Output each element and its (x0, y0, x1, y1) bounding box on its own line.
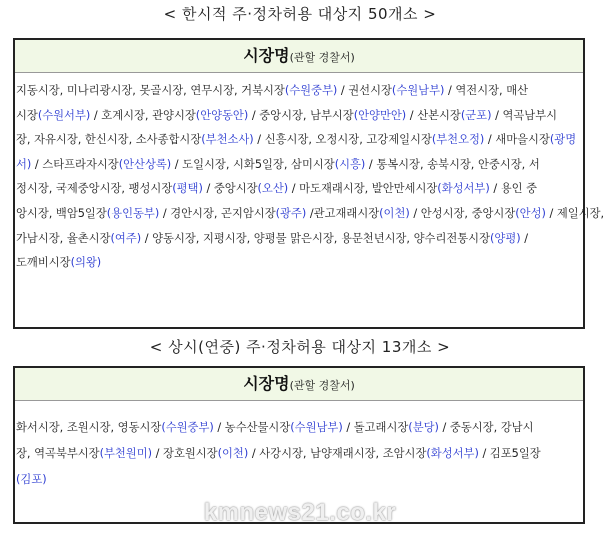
police-station-label: (부천오정) (431, 133, 485, 147)
market-names-text: /관고재래시장 (306, 206, 380, 220)
market-names-text: 장, 역곡북부시장 (16, 447, 100, 460)
police-station-label: (용인동부) (106, 206, 160, 220)
police-station-label: (김포) (16, 473, 47, 486)
market-names-text: / 통복시장, 송북시장, 안중시장, 서 (365, 157, 540, 171)
market-names-text: / 역곡남부시 (491, 108, 558, 122)
police-station-label: (부천소사) (201, 133, 254, 147)
market-names-text: / 농수산물시장 (213, 421, 291, 434)
market-names-text: / 중앙시장 (202, 182, 258, 196)
section1-title: < 한시적 주·정차허용 대상지 50개소 > (163, 5, 437, 23)
market-names-text: / 신흥시장, 오정시장, 고강제일시장 (253, 133, 432, 147)
market-names-text: / 중동시장, 강남시 (438, 421, 534, 434)
section1-market-list (15, 73, 604, 276)
market-list-line (16, 104, 583, 129)
police-station-label: (수원남부) (290, 421, 343, 434)
market-names-text: / 경안시장, 곤지암시장 (159, 206, 276, 220)
market-names-text: / 스타프라자시장 (31, 157, 119, 171)
market-list-line (16, 441, 583, 467)
police-station-label: (화성서부) (437, 182, 490, 196)
market-list-line (16, 153, 583, 178)
police-station-label: (오산) (257, 182, 289, 196)
market-names-text: 시장 (16, 108, 38, 122)
market-names-text: / 중앙시장, 남부시장 (248, 108, 354, 122)
market-names-text: / 용인 중 (489, 182, 538, 196)
market-names-text: 가남시장, 율촌시장 (16, 231, 111, 245)
market-names-text: / 김포5일장 (478, 447, 541, 460)
market-names-text: / 안성시장, 중앙시장 (409, 206, 516, 220)
site-watermark: kmnews21.co.kr (203, 499, 397, 526)
market-list-line (16, 227, 583, 252)
police-station-label: (광명 (549, 133, 577, 147)
police-station-label: (양평) (490, 231, 521, 245)
market-list-line (16, 79, 583, 104)
market-names-text: / 사강시장, 남양재래시장, 조암시장 (248, 447, 427, 460)
police-station-label: (군포) (460, 108, 492, 122)
police-station-label: (평택) (172, 182, 203, 196)
market-names-text: / 산본시장 (406, 108, 461, 122)
market-names-text: / 도일시장, 시화5일장, 삼미시장 (171, 157, 335, 171)
market-names-text: 지동시장, 미나리광시장, 못골시장, 연무시장, 거북시장 (16, 84, 285, 97)
market-names-text: 장, 자유시장, 한신시장, 소사종합시장 (16, 133, 202, 147)
market-names-text: 화서시장, 조원시장, 영동시장 (16, 421, 162, 434)
section1-header-main: 시장명 (243, 46, 290, 65)
market-names-text: 정시장, 국제중앙시장, 팽성시장 (16, 182, 173, 196)
section1-header (15, 40, 583, 73)
market-names-text: / 호계시장, 관양시장 (90, 108, 196, 122)
market-names-text: / 권선시장 (337, 84, 392, 97)
police-station-label: (화성서부) (426, 447, 479, 460)
market-names-text: / (520, 231, 529, 245)
section2-title: < 상시(연중) 주·정차허용 대상지 13개소 > (149, 338, 451, 356)
market-names-text: / 양동시장, 지평시장, 양평물 맑은시장, 용문천년시장, 양수리전통시장 (141, 231, 491, 245)
market-names-text: / 돌고래시장 (342, 421, 409, 434)
section2-header-main: 시장명 (243, 374, 290, 393)
police-station-label: (안산상록) (118, 157, 172, 171)
police-station-label: (수원중부) (284, 84, 338, 97)
market-list-line (16, 415, 583, 441)
police-station-label: (시흥) (334, 157, 366, 171)
market-list-line (16, 202, 604, 227)
section1-header-sub: (관할 경찰서) (289, 51, 355, 64)
police-station-label: (여주) (110, 231, 142, 245)
section2-market-list (15, 401, 583, 493)
police-station-label: (의왕) (70, 256, 102, 270)
market-names-text: / 새마을시장 (484, 133, 550, 147)
police-station-label: (안양동안) (195, 108, 249, 122)
police-station-label: 서) (16, 157, 32, 171)
police-station-label: (부천원미) (99, 447, 153, 460)
market-list-line (16, 251, 583, 276)
market-names-text: / 역전시장, 매산 (444, 84, 529, 97)
market-names-text: 앙시장, 백암5일장 (16, 206, 107, 220)
police-station-label: (이천) (217, 447, 249, 460)
market-names-text: 도깨비시장 (16, 256, 71, 270)
police-station-label: (분당) (408, 421, 439, 434)
police-station-label: (이천) (379, 206, 410, 220)
market-names-text: / 제일시장, (545, 206, 604, 220)
police-station-label: (안성) (515, 206, 546, 220)
market-list-line (16, 467, 583, 493)
police-station-label: (수원남부) (391, 84, 445, 97)
police-station-label: (안양만안) (353, 108, 407, 122)
police-station-label: (광주) (275, 206, 307, 220)
section1-table (13, 38, 604, 329)
section2-header-sub: (관할 경찰서) (289, 379, 355, 392)
police-station-label: (수원중부) (161, 421, 214, 434)
market-names-text: / 장호원시장 (152, 447, 218, 460)
market-list-line (16, 177, 583, 202)
market-names-text: / 마도재래시장, 발안만세시장 (288, 182, 438, 196)
police-station-label: (수원서부) (37, 108, 91, 122)
market-list-line (16, 128, 583, 153)
section2-header (15, 368, 583, 401)
